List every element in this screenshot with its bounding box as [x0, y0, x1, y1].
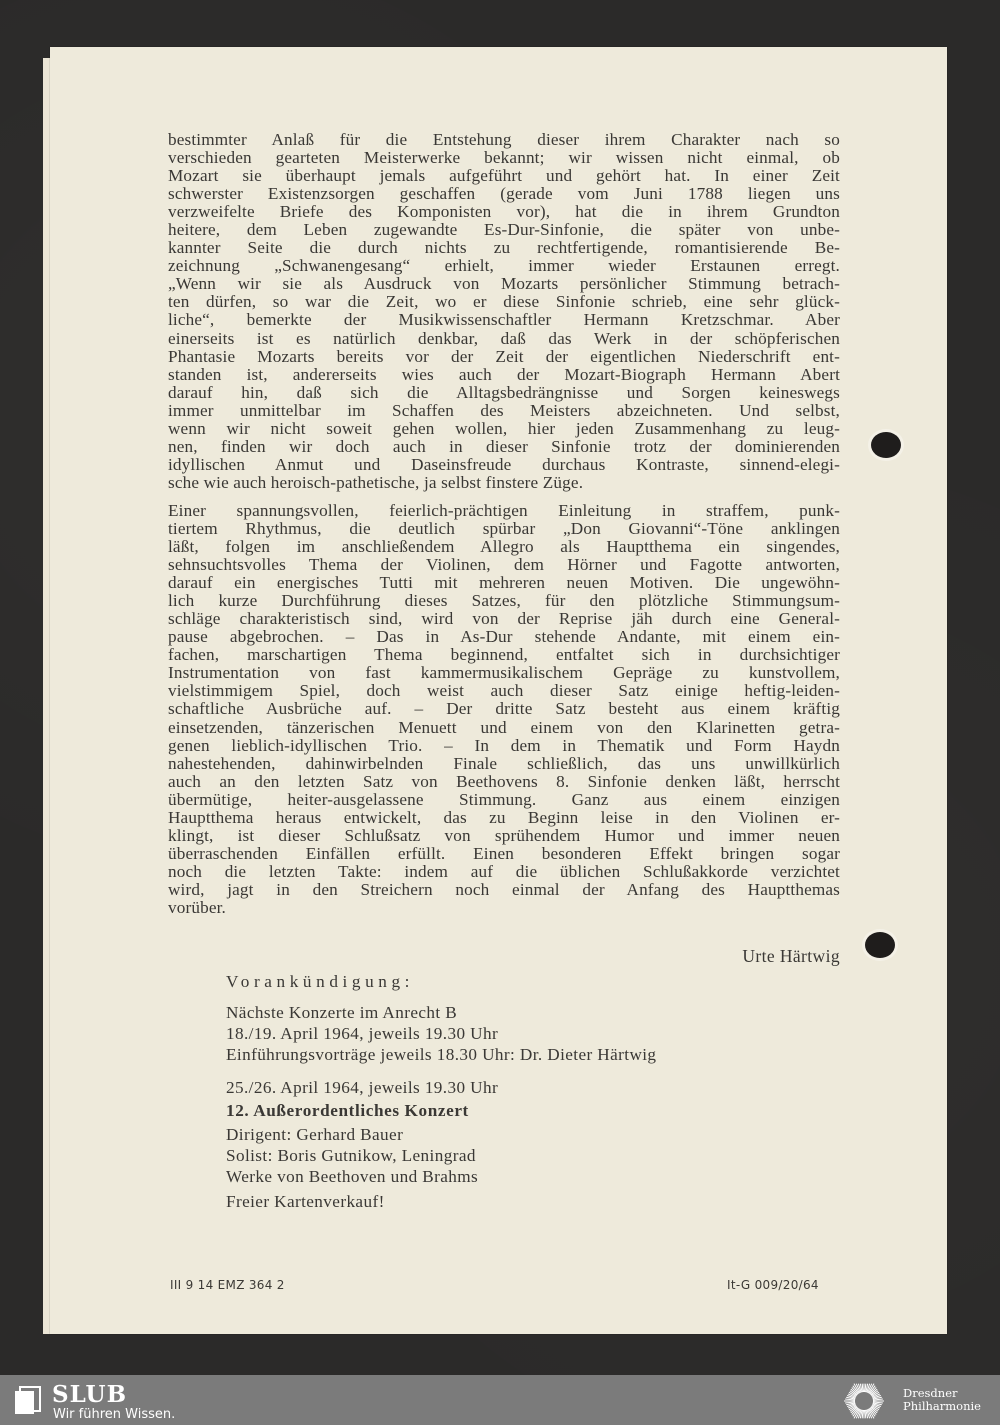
announcement-subscription: Nächste Konzerte im Anrecht B [226, 1003, 458, 1022]
event-soloist: Solist: Boris Gutnikow, Leningrad [226, 1146, 476, 1165]
text-line: pause abgebrochen. – Das in As-Dur stehende Andante, mit einem ein- [168, 627, 840, 647]
text-line: Phantasie Mozarts bereits vor der Zeit der eigentlichen Niederschrift ent- [168, 346, 840, 366]
text-line: heitere, dem Leben zugewandte Es-Dur-Sinfonie, die später von unbe- [168, 220, 840, 240]
print-code-right: It-G 009/20/64 [727, 1278, 819, 1292]
text-line: genen lieblich-idyllischen Trio. – In dem in Thematik und Form Haydn [168, 735, 840, 755]
text-line: auch an den letzten Satz von Beethovens 8. Sinfonie denken läßt, herrscht [168, 771, 840, 791]
text-line: immer unmittelbar im Schaffen des Meisters abzeichneten. Und selbst, [168, 400, 840, 420]
philharmonie-name-line-2: Philharmonie [903, 1399, 981, 1413]
text-line: darauf hin, daß sich die Alltagsbedrängnisse und Sorgen keineswegs [168, 382, 840, 402]
philharmonie-logo-text[interactable] [903, 1387, 981, 1413]
text-line: noch die letzten Takte: indem auf die üblichen Schlußakkorde verzichtet [168, 861, 840, 881]
event-works: Werke von Beethoven und Brahms [226, 1167, 479, 1186]
slub-logo-text[interactable]: SLUB [52, 1381, 128, 1408]
text-line: idyllischen Anmut und Daseinsfreude durchaus Kontraste, sinnend-elegi- [168, 454, 840, 474]
text-line: nen, finden wir doch auch in dieser Sinfonie trotz der dominierenden [168, 436, 840, 456]
text-line: wenn wir nicht soweit gehen wollen, hier jeden Zusammenhang zu leug- [168, 418, 840, 438]
text-line: schläge charakteristisch sind, wird von der Reprise jäh durch eine General- [168, 609, 840, 629]
print-code-left: III 9 14 EMZ 364 2 [170, 1278, 285, 1292]
text-line: sehnsuchtsvolles Thema der Violinen, dem Hörner und Fagotte antworten, [168, 555, 840, 575]
text-line: vielstimmigem Spiel, doch weist auch dieser Satz einige heftig-leiden- [168, 681, 840, 701]
text-line: kannter Seite die durch nichts zu rechtfertigende, romantisierende Be- [168, 238, 840, 258]
text-line: nahestehenden, dahinwirbelnden Finale schließlich, das uns unwillkürlich [168, 753, 840, 773]
announcement-lectures: Einführungsvorträge jeweils 18.30 Uhr: Dr. Dieter Härtwig [226, 1045, 657, 1064]
text-line: überraschenden Einfällen erfüllt. Einen besonderen Effekt bringen sogar [168, 843, 840, 863]
text-line: Instrumentation von fast kammermusikalischem Gepräge zu kunstvollem, [168, 663, 840, 683]
text-line: läßt, folgen im anschließendem Allegro als Hauptthema ein singendes, [168, 537, 840, 557]
announcement-date-1: 18./19. April 1964, jeweils 19.30 Uhr [226, 1024, 499, 1043]
event-conductor: Dirigent: Gerhard Bauer [226, 1125, 404, 1144]
text-line: wird, jagt in den Streichern noch einmal der Anfang des Hauptthemas [168, 879, 840, 899]
punch-hole-lower [865, 932, 895, 958]
announcement-heading: Vorankündigung: [226, 972, 415, 991]
text-line: übermütige, heiter-ausgelassene Stimmung. Ganz aus einem einzigen [168, 789, 840, 809]
preview-announcement [226, 972, 826, 1212]
paragraph-2 [168, 502, 840, 917]
slub-tagline: Wir führen Wissen. [53, 1407, 176, 1422]
text-line: fachen, marschartigen Thema beginnend, entfaltet sich in durchsichtiger [168, 645, 840, 665]
text-line: bestimmter Anlaß für die Entstehung dieser ihrem Charakter nach so [168, 130, 840, 149]
punch-hole-upper [871, 432, 901, 458]
author-signature: Urte Härtwig [742, 946, 840, 966]
text-line: lich kurze Durchführung dieses Satzes, für den plötzliche Stimmungsum- [168, 591, 840, 611]
philharmonie-sunburst-icon[interactable] [840, 1378, 888, 1424]
text-line: tiertem Rhythmus, die deutlich spürbar „Don Giovanni“-Töne anklingen [168, 518, 840, 538]
text-line: darauf ein energisches Tutti mit mehreren neuen Motiven. Die ungewöhn- [168, 573, 840, 593]
text-line: einerseits ist es natürlich denkbar, daß das Werk in der schöpferischen [168, 328, 840, 348]
text-line: vorüber. [168, 897, 226, 917]
ticket-sale-note: Freier Kartenverkauf! [226, 1192, 385, 1211]
event-title: 12. Außerordentliches Konzert [226, 1101, 469, 1120]
text-line: sche wie auch heroisch-pathetische, ja selbst finstere Züge. [168, 472, 584, 492]
text-line: „Wenn wir sie als Ausdruck von Mozarts persönlicher Stimmung betrach- [168, 274, 840, 294]
text-line: zeichnung „Schwanengesang“ erhielt, immer wieder Erstaunen erregt. [168, 256, 840, 276]
text-line: ten dürfen, so war die Zeit, wo er diese Sinfonie schrieb, eine sehr glück- [168, 292, 840, 312]
article-body [168, 131, 840, 927]
paragraph-1 [168, 131, 840, 492]
slub-book-icon[interactable] [14, 1385, 42, 1415]
text-line: schaftliche Ausbrüche auf. – Der dritte Satz besteht aus einem kräftig [168, 699, 840, 719]
viewer-footer-bar [0, 1375, 1000, 1425]
text-line: verzweifelte Briefe des Komponisten vor), hat die in ihrem Grundton [168, 202, 840, 222]
text-line: verschieden gearteten Meisterwerke bekannt; wir wissen nicht einmal, ob [168, 148, 840, 168]
text-line: klingt, ist dieser Schlußsatz von sprühendem Humor und immer neuen [168, 825, 840, 845]
text-line: Einer spannungsvollen, feierlich-prächtigen Einleitung in straffem, punk- [168, 500, 840, 520]
announcement-date-2: 25./26. April 1964, jeweils 19.30 Uhr [226, 1078, 499, 1097]
text-line: Mozart sie überhaupt jemals aufgeführt und gehört hat. In einer Zeit [168, 166, 840, 186]
text-line: liche“, bemerkte der Musikwissenschaftler Hermann Kretzschmar. Aber [168, 310, 840, 330]
text-line: schwerster Existenzsorgen geschaffen (gerade vom Juni 1788 liegen uns [168, 184, 840, 204]
philharmonie-name-line-1: Dresdner [903, 1386, 958, 1400]
text-line: Hauptthema heraus entwickelt, das zu Beginn leise in den Violinen er- [168, 807, 840, 827]
text-line: standen ist, andererseits wies auch der Mozart-Biograph Hermann Abert [168, 364, 840, 384]
text-line: einsetzenden, tänzerischen Menuett und einem von den Klarinetten getra- [168, 717, 840, 737]
